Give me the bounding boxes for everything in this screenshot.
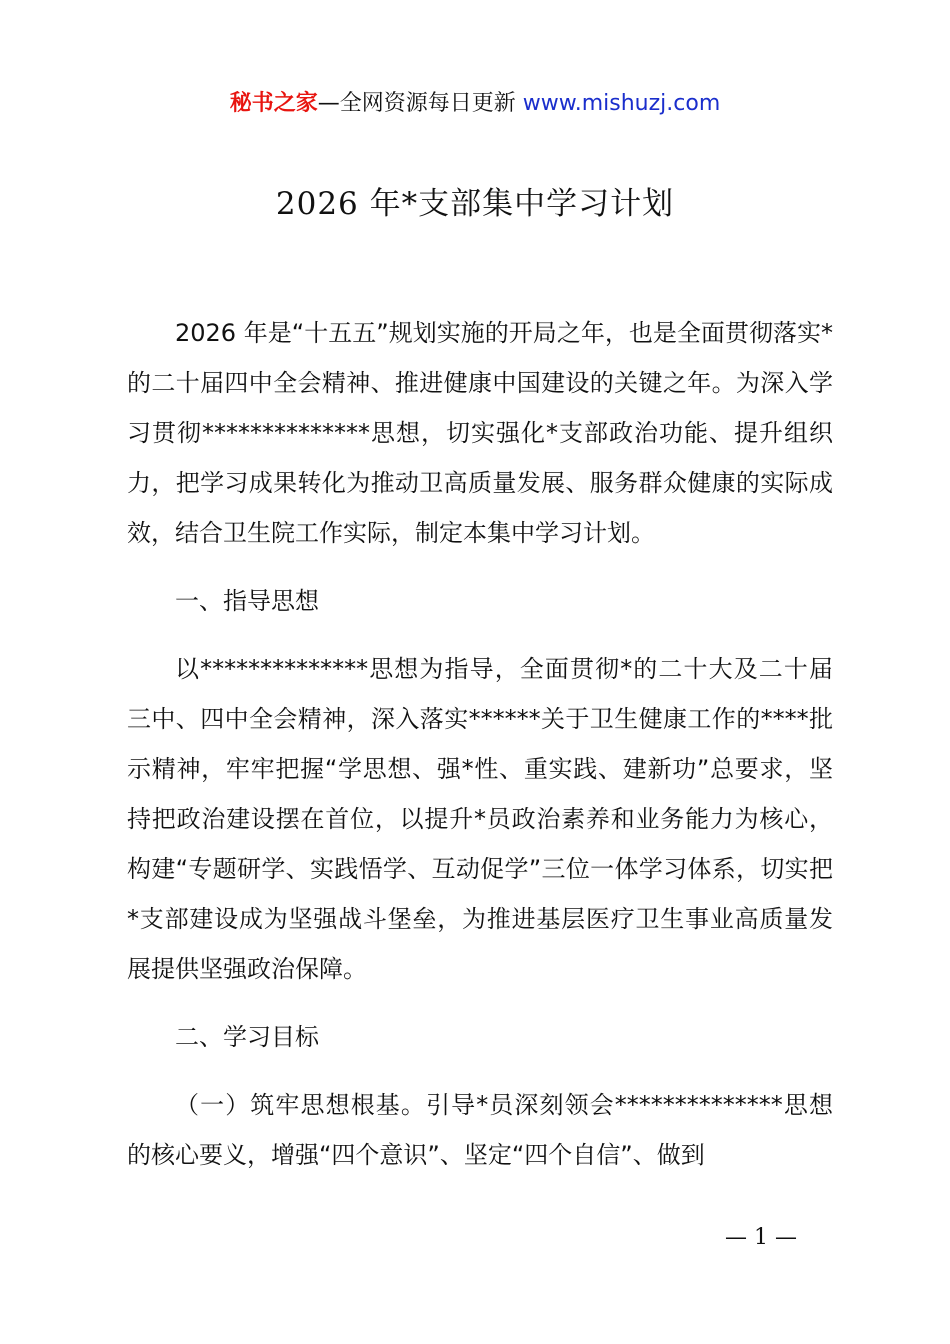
intro-paragraph: 2026 年是“十五五”规划实施的开局之年，也是全面贯彻落实*的二十届四中全会精神、推进健康中国建设的关键之年。为深入学习贯彻**************思想，切实强化*支部政治功能、提升组织力，把学习成果转化为推动卫高质量发展、服务群众健康的实际成效，结合卫生院工作实际，制定本集中学习计划。 bbox=[127, 319, 833, 547]
section-heading-guiding-thought: 一、指导思想 bbox=[175, 587, 319, 615]
section-heading-learning-goals: 二、学习目标 bbox=[175, 1023, 319, 1051]
document-title: 2026 年*支部集中学习计划 bbox=[275, 186, 675, 222]
brand-name: 秘书之家 bbox=[229, 91, 318, 116]
page-number: — 1 — bbox=[725, 1225, 797, 1250]
header-tagline: —全网资源每日更新 bbox=[317, 91, 516, 116]
learning-goal-paragraph: （一）筑牢思想根基。引导*员深刻领会**************思想的核心要义，增强“四个意识”、坚定“四个自信”、做到 bbox=[127, 1091, 833, 1169]
guiding-thought-paragraph: 以**************思想为指导，全面贯彻*的二十大及二十届三中、四中全会精神，深入落实******关于卫生健康工作的****批示精神，牢牢把握“学思想、强*性、重实践、建新功”总要求，坚持把政治建设摆在首位，以提升*员政治素养和业务能力为核心，构建“专题研学、实践悟学、互动促学”三位一体学习体系，切实把*支部建设成为坚强战斗堡垒，为推进基层医疗卫生事业高质量发展提供坚强政治保障。 bbox=[127, 655, 833, 983]
site-header bbox=[0, 88, 950, 120]
document-body bbox=[127, 308, 833, 1198]
site-url-link[interactable]: www.mishuzj.com bbox=[522, 91, 721, 116]
